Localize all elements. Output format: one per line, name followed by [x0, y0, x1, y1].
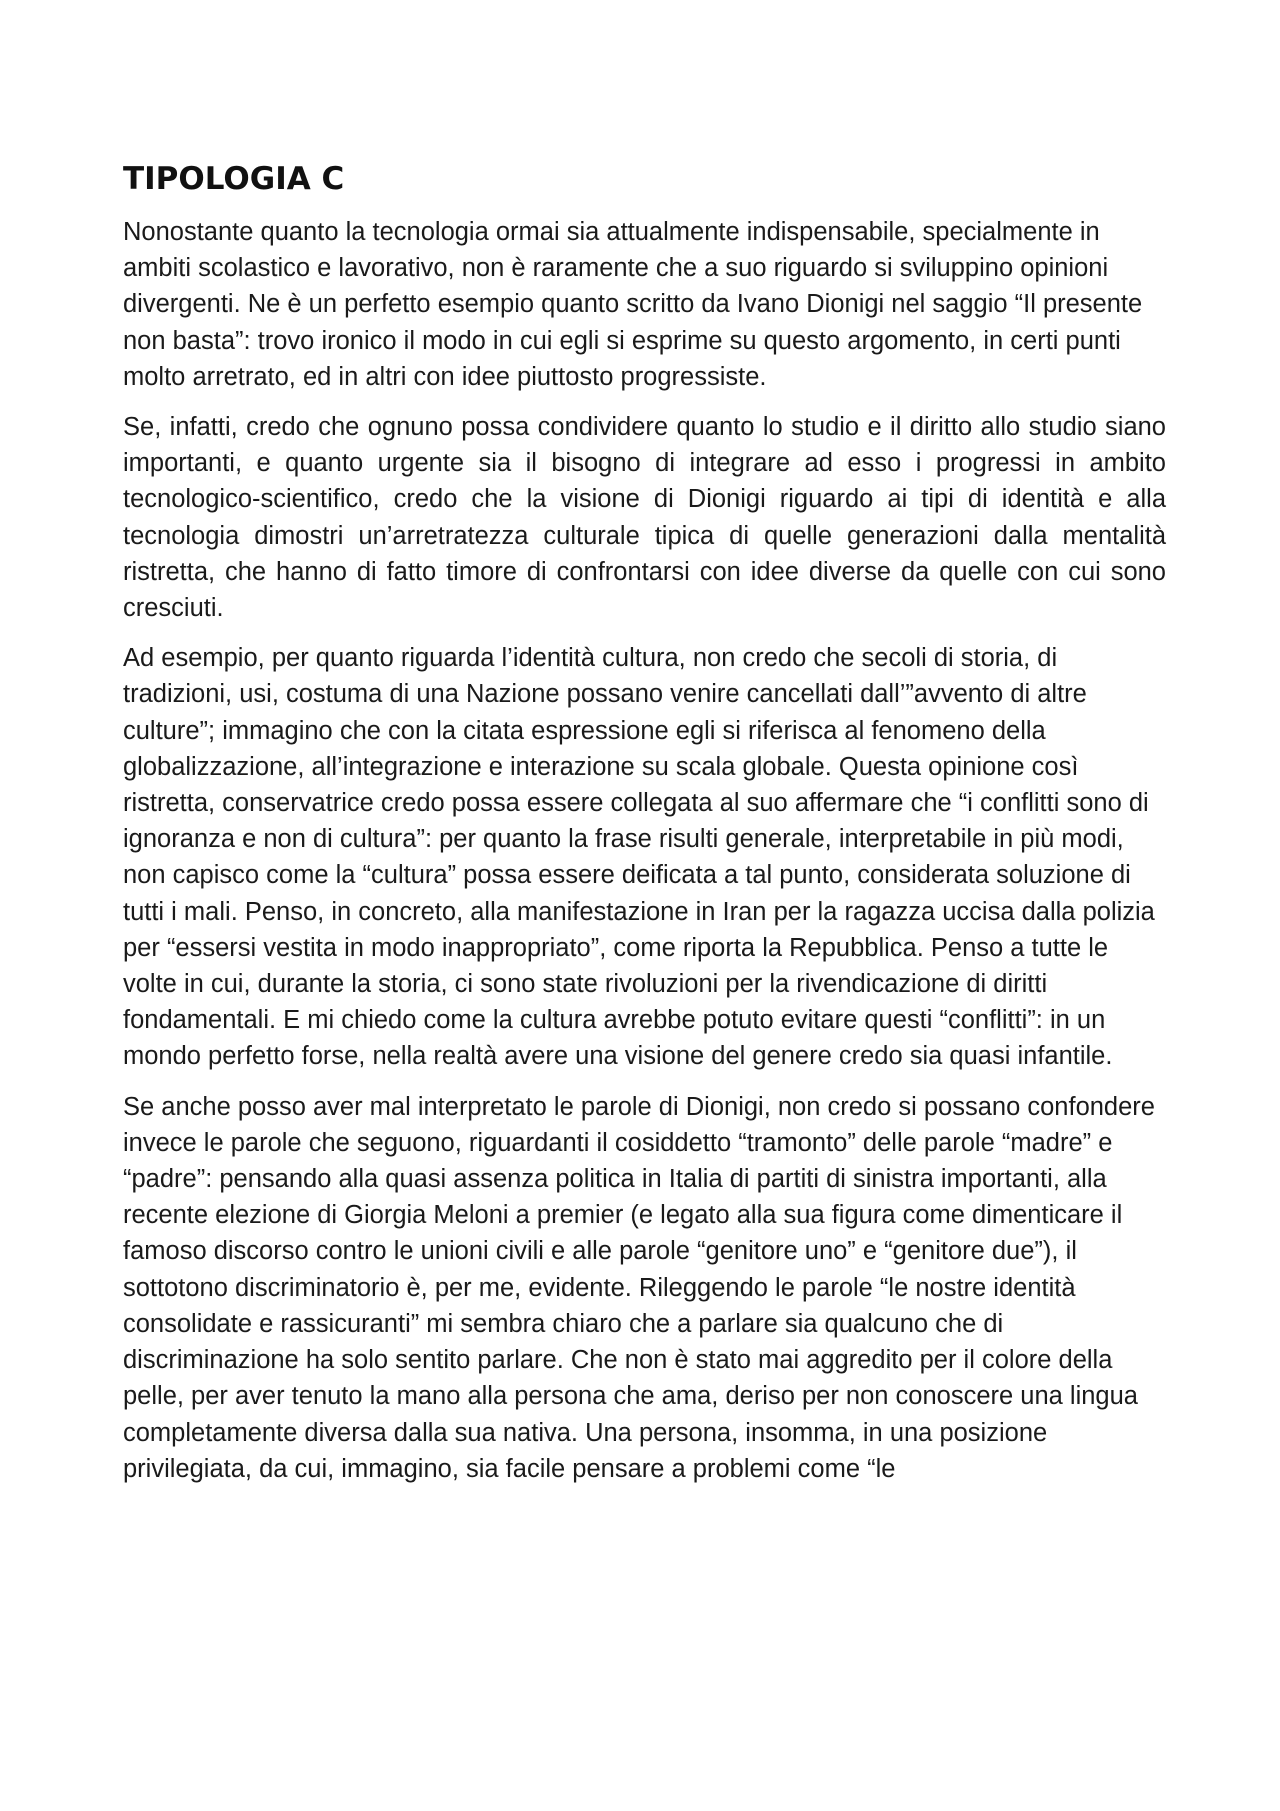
paragraph-second: Se, infatti, credo che ognuno possa condividere quanto lo studio e il diritto allo studio siano importanti, e quanto urgente sia il bisogno di integrare ad esso i progressi in ambito tecnologico-scientifico, credo che la visione di Dionigi riguardo ai tipi di identità e alla tecnologia dimostri un’arretratezza culturale tipica di quelle generazioni dalla mentalità ristretta, che hanno di fatto timore di confrontarsi con idee diverse da quelle con cui sono cresciuti. [123, 413, 1166, 623]
document-title: TIPOLOGIA C [123, 161, 345, 197]
paragraph-third: Ad esempio, per quanto riguarda l’identità cultura, non credo che secoli di storia, di tradizioni, usi, costuma di una Nazione possano venire cancellati dall’”avvento di altre culture”; immagino che con la citata espressione egli si riferisca al fenomeno della globalizzazione, all’integrazione e interazione su scala globale. Questa opinione così ristretta, conservatrice credo possa essere collegata al suo affermare che “i conflitti sono di ignoranza e non di cultura”: per quanto la frase risulti generale, interpretabile in più modi, non capisco come la “cultura” possa essere deificata a tal punto, considerata soluzione di tutti i mali. Penso, in concreto, alla manifestazione in Iran per la ragazza uccisa dalla polizia per “essersi vestita in modo inappropriato”, come riporta la Repubblica. Penso a tutte le volte in cui, durante la storia, ci sono state rivoluzioni per la rivendicazione di diritti fondamentali. E mi chiedo come la cultura avrebbe potuto evitare questi “conflitti”: in un mondo perfetto forse, nella realtà avere una visione del genere credo sia quasi infantile. [123, 644, 1155, 1071]
paragraph-fourth: Se anche posso aver mal interpretato le parole di Dionigi, non credo si possano confondere invece le parole che seguono, riguardanti il cosiddetto “tramonto” delle parole “madre” e “padre”: pensando alla quasi assenza politica in Italia di partiti di sinistra importanti, alla recente elezione di Giorgia Meloni a premier (e legato alla sua figura come dimenticare il famoso discorso contro le unioni civili e alle parole “genitore uno” e “genitore due”), il sottotono discriminatorio è, per me, evidente. Rileggendo le parole “le nostre identità consolidate e rassicuranti” mi sembra chiaro che a parlare sia qualcuno che di discriminazione ha solo sentito parlare. Che non è stato mai aggredito per il colore della pelle, per aver tenuto la mano alla persona che ama, deriso per non conoscere una lingua completamente diversa dalla sua nativa. Una persona, insomma, in una posizione privilegiata, da cui, immagino, sia facile pensare a problemi come “le [123, 1092, 1155, 1483]
document-body [123, 158, 1166, 1501]
paragraph-intro: Nonostante quanto la tecnologia ormai sia attualmente indispensabile, specialmente in ambiti scolastico e lavorativo, non è raramente che a suo riguardo si sviluppino opinioni divergenti. Ne è un perfetto esempio quanto scritto da Ivano Dionigi nel saggio “Il presente non basta”: trovo ironico il modo in cui egli si esprime su questo argomento, in certi punti molto arretrato, ed in altri con idee piuttosto progressiste. [123, 218, 1143, 391]
